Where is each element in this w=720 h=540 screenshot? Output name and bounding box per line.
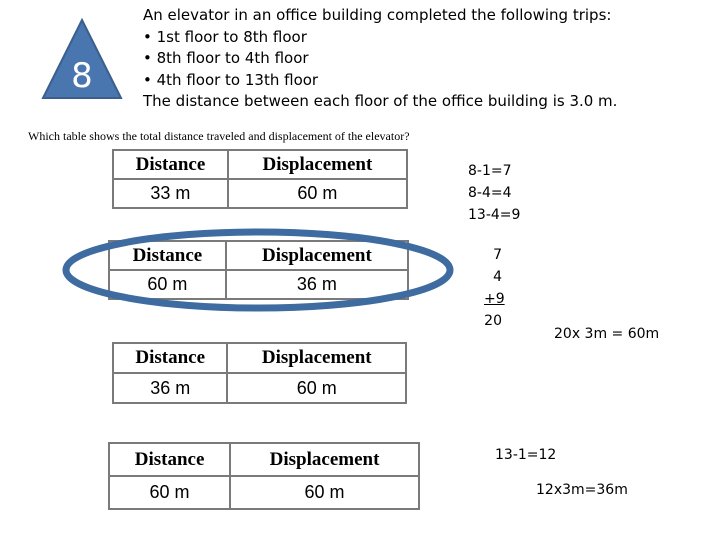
distance-value: 33 m [113, 179, 228, 208]
answer-option-table-4[interactable] [108, 442, 420, 510]
question-text: Which table shows the total distance traveled and displacement of the elevator? [28, 129, 410, 143]
answer-option-table-3[interactable] [112, 342, 407, 404]
displacement-header: Displacement [227, 343, 406, 373]
calc-line: 8-1=7 [468, 163, 512, 179]
distance-calculation: 20x 3m = 60m [554, 326, 660, 342]
displacement-header: Displacement [230, 443, 419, 476]
problem-statement [143, 5, 713, 113]
problem-line: • 8th floor to 4th floor [143, 49, 309, 68]
answer-option-table-2[interactable] [108, 240, 409, 300]
problem-line: An elevator in an office building completed the following trips: [143, 6, 612, 24]
distance-header: Distance [113, 343, 227, 373]
distance-value: 60 m [109, 270, 226, 299]
displacement-header: Displacement [226, 241, 408, 270]
distance-header: Distance [113, 150, 228, 179]
floor-sum [484, 244, 505, 332]
calc-line: 13-4=9 [468, 207, 521, 223]
distance-header: Distance [109, 241, 226, 270]
distance-header: Distance [109, 443, 230, 476]
displacement-value: 60 m [227, 373, 406, 403]
displacement-header: Displacement [228, 150, 407, 179]
displacement-value: 60 m [230, 476, 419, 509]
displacement-value: 60 m [228, 179, 407, 208]
calc-line: 8-4=4 [468, 185, 512, 201]
displacement-floors: 13-1=12 [495, 447, 557, 463]
displacement-calculation: 12x3m=36m [536, 482, 628, 498]
calc-line: +9 [484, 291, 505, 307]
distance-value: 36 m [113, 373, 227, 403]
question-number: 8 [71, 56, 93, 96]
displacement-value: 36 m [226, 270, 408, 299]
distance-value: 60 m [109, 476, 230, 509]
problem-line: • 1st floor to 8th floor [143, 27, 307, 46]
floor-subtractions [468, 160, 520, 226]
problem-line: • 4th floor to 13th floor [143, 70, 319, 89]
problem-line: The distance between each floor of the office building is 3.0 m. [143, 92, 618, 111]
calc-line: 4 [493, 269, 502, 285]
calc-line: 20 [484, 313, 502, 329]
answer-option-table-1[interactable] [112, 149, 408, 209]
calc-line: 7 [493, 247, 502, 263]
